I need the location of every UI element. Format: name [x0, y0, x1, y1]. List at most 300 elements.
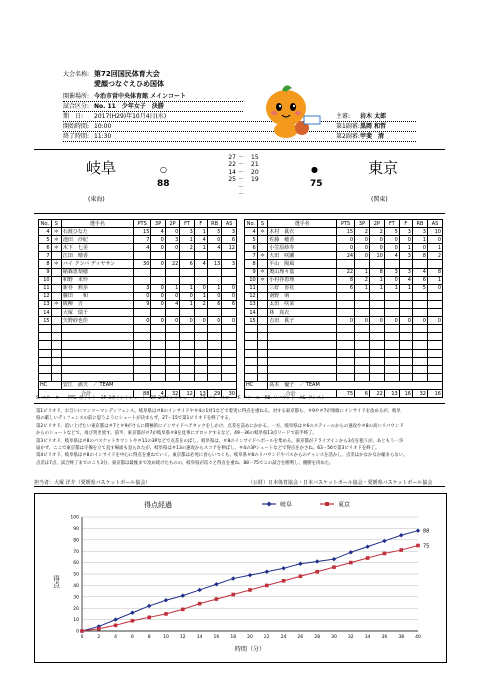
stat-cell: 0 — [222, 292, 237, 300]
stat-cell: 0 — [337, 236, 355, 244]
stat-cell: 5 — [207, 228, 222, 236]
data-point — [282, 579, 286, 583]
stat-cell — [165, 252, 179, 260]
stat-cell — [257, 284, 268, 292]
stat-cell: 1 — [194, 228, 207, 236]
stat-cell: 10 — [245, 276, 258, 284]
data-point — [299, 574, 303, 578]
player-row — [245, 268, 443, 276]
player-row — [39, 317, 237, 325]
player-row — [39, 260, 237, 268]
head-coach: 安江 満夫 ／ TEAM — [61, 381, 236, 389]
stat-cell — [194, 252, 207, 260]
x-tick-label: 4 — [114, 635, 118, 640]
commentary-line: 県の厳しいディフェンスの前に思うようにシュートが決まらず、27－15で第1ピリオドを終了する。 — [36, 416, 234, 422]
data-point — [265, 570, 269, 574]
start-label: 開始時間: — [63, 123, 90, 130]
stat-cell — [180, 268, 194, 276]
player-row — [39, 309, 237, 317]
stat-cell: 10 — [39, 276, 52, 284]
player-name: 南野 萌 — [268, 292, 337, 300]
x-tick-label: 8 — [147, 635, 151, 640]
stat-cell: 6 — [222, 300, 237, 308]
total-label: 合計 — [39, 389, 134, 397]
stat-cell: 0 — [222, 317, 237, 325]
stat-cell — [412, 309, 427, 317]
quarter-away-score: 20 — [251, 168, 259, 176]
player-name: 木下 七美 — [61, 244, 133, 252]
stat-cell: 0 — [165, 228, 179, 236]
data-point — [131, 619, 135, 623]
quarter-dash: － — [238, 154, 245, 161]
column-header: 3P — [151, 220, 165, 228]
stat-cell: 1 — [165, 284, 179, 292]
data-point — [416, 544, 420, 548]
stat-cell: 6 — [337, 284, 355, 292]
data-point — [399, 533, 403, 537]
quarter-away-score: 21 — [251, 161, 259, 169]
head-coach: 髙木 優子 ／ TEAM — [268, 381, 443, 389]
stat-cell: 0 — [133, 292, 150, 300]
stat-cell — [51, 292, 61, 300]
legend-marker — [267, 502, 272, 507]
stat-cell — [384, 309, 399, 317]
player-row — [39, 244, 237, 252]
stat-cell — [165, 268, 179, 276]
column-header: F — [194, 220, 207, 228]
stat-cell: 10 — [369, 252, 384, 260]
stat-cell: ＊ — [51, 300, 61, 308]
data-point — [164, 598, 168, 602]
y-tick-label: 60 — [73, 561, 79, 567]
stat-cell: 1 — [369, 284, 384, 292]
start-time: 10:00 — [94, 123, 112, 130]
stat-cell: 3 — [180, 228, 194, 236]
stat-cell: ＊ — [51, 260, 61, 268]
stat-cell — [180, 309, 194, 317]
stat-cell: 0 — [399, 236, 412, 244]
data-point — [147, 616, 151, 620]
score-progress-chart — [34, 493, 446, 663]
stat-cell — [384, 260, 399, 268]
stat-cell: 5 — [384, 228, 399, 236]
player-name: 藤田 和 — [61, 292, 133, 300]
column-header: FT — [180, 220, 194, 228]
data-point — [114, 624, 118, 628]
stat-cell: 2 — [369, 228, 384, 236]
x-tick-label: 40 — [415, 635, 421, 640]
stat-cell: 13 — [39, 300, 52, 308]
stat-cell: ＊ — [51, 244, 61, 252]
commentary-line: 点差は7点、試合終了までのこり3分、東京都は最後まで攻め続けたものの、岐阜県が次々と得点を重ね、88－75でこの試合を勝利し、優勝を決めた。 — [36, 460, 334, 466]
stat-cell: 12 — [245, 292, 258, 300]
total-cell: 32 — [412, 389, 427, 397]
stat-cell — [222, 252, 237, 260]
stat-cell — [151, 309, 165, 317]
x-tick-label: 6 — [130, 635, 134, 640]
hc-label: HC — [245, 381, 268, 389]
stat-cell: 6 — [207, 300, 222, 308]
commentary-line: 第2ピリオド、追い上げたい東京都は＃7と＃9がさらに積極的にインサイドへアタックをしかけ、点差を詰めにかかる。一方、岐阜県は＃6のスティールからの速攻や＃8の高いリバウンド — [36, 423, 404, 429]
x-tick-label: 10 — [163, 635, 169, 640]
date-label: 期 日: — [63, 113, 84, 120]
date: 2017(H29)年10月4日(水) — [94, 113, 167, 120]
stat-cell — [257, 300, 268, 308]
x-axis-label: 時間（分） — [234, 646, 266, 653]
y-tick-label: 0 — [76, 629, 79, 635]
player-row — [245, 317, 443, 325]
hc-label: HC — [39, 381, 62, 389]
stat-cell — [427, 300, 442, 308]
report-organization: （公財）日本体育協会・日本バスケットボール協会・愛媛県バスケットボール協会 — [248, 480, 433, 486]
stat-cell: 0 — [165, 317, 179, 325]
stat-cell: 0 — [399, 317, 412, 325]
event-name-1: 第72回国民体育大会 — [94, 70, 160, 78]
ref-1: 黒岡 和哲 — [360, 123, 387, 130]
stat-cell: 4 — [194, 260, 207, 268]
stat-cell: 4 — [133, 244, 150, 252]
home-win-marker: ○ — [160, 165, 167, 174]
stat-cell — [180, 276, 194, 284]
stat-cell — [369, 260, 384, 268]
home-region: (東海) — [88, 196, 105, 203]
player-row — [39, 276, 237, 284]
column-header: 選手名 — [268, 220, 337, 228]
stat-cell: 11 — [245, 284, 258, 292]
chart-title: 得点経過 — [144, 501, 172, 509]
y-tick-label: 80 — [73, 538, 79, 544]
stat-cell — [51, 317, 61, 325]
stat-cell: 6 — [180, 260, 194, 268]
event-name-2: 愛顔つなぐえひめ国体 — [94, 80, 164, 88]
data-point — [231, 576, 235, 580]
ref-2: 甲斐 清 — [360, 133, 385, 140]
player-name: 小笠原紗寿 — [268, 244, 337, 252]
stat-cell: 0 — [194, 317, 207, 325]
player-row — [39, 300, 237, 308]
total-label: 合計 — [245, 389, 337, 397]
stat-cell: ＊ — [257, 252, 268, 260]
column-header: RB — [207, 220, 222, 228]
data-point — [315, 559, 319, 563]
stat-cell: 0 — [165, 292, 179, 300]
stat-cell: 2 — [355, 276, 370, 284]
column-header: S — [257, 220, 268, 228]
data-point — [198, 602, 202, 606]
stat-cell: 4 — [384, 252, 399, 260]
player-row — [39, 236, 237, 244]
stat-cell — [399, 300, 412, 308]
data-point — [130, 611, 134, 615]
y-axis-label: 得点 — [52, 575, 60, 588]
x-tick-label: 22 — [263, 635, 270, 640]
data-point — [349, 550, 353, 554]
data-point — [181, 593, 185, 597]
stat-cell: 13 — [245, 300, 258, 308]
player-name: 小村谷恵理 — [268, 276, 337, 284]
stat-cell: 0 — [384, 236, 399, 244]
quarter-home-score: 14 — [228, 168, 236, 176]
data-point — [231, 593, 235, 597]
stat-cell: 1 — [427, 244, 442, 252]
stat-cell: 3 — [399, 228, 412, 236]
data-point — [197, 588, 201, 592]
stat-cell — [257, 236, 268, 244]
player-name: 阪柳 吉 — [61, 300, 133, 308]
stat-cell: 15 — [39, 317, 52, 325]
stat-cell: 7 — [245, 252, 258, 260]
x-tick-label: 32 — [347, 635, 354, 640]
stat-cell: 3 — [384, 268, 399, 276]
quarter-home-score: 22 — [228, 161, 236, 169]
stat-cell: ＊ — [257, 228, 268, 236]
quarter-away-score: 19 — [251, 176, 259, 184]
stat-cell: 9 — [245, 268, 258, 276]
stat-cell — [369, 309, 384, 317]
stat-cell: 8 — [369, 268, 384, 276]
data-point — [181, 608, 185, 612]
stat-cell: 3 — [222, 260, 237, 268]
x-tick-label: 28 — [314, 635, 321, 640]
stat-cell: 9 — [133, 300, 150, 308]
x-tick-label: 12 — [179, 635, 186, 640]
quarter-dash: － — [238, 161, 245, 169]
column-header: PTS — [337, 220, 355, 228]
stat-cell — [207, 309, 222, 317]
y-tick-label: 50 — [73, 572, 79, 578]
stat-cell — [384, 300, 399, 308]
stat-cell — [384, 292, 399, 300]
player-row — [245, 284, 443, 292]
player-row — [39, 252, 237, 260]
x-tick-label: 18 — [230, 635, 237, 640]
stat-cell: 2 — [180, 244, 194, 252]
total-cell: 22 — [369, 389, 384, 397]
stat-cell: 0 — [355, 317, 370, 325]
stat-cell: 7 — [39, 252, 52, 260]
stat-cell — [412, 300, 427, 308]
player-name: 佐藤 穂香 — [268, 236, 337, 244]
stat-cell: 11 — [39, 284, 52, 292]
column-header: No. — [39, 220, 52, 228]
player-name: 石渡ひなた — [61, 228, 133, 236]
stat-cell: 0 — [194, 284, 207, 292]
column-header: FT — [384, 220, 399, 228]
x-tick-label: 14 — [196, 635, 203, 640]
stat-cell — [207, 268, 222, 276]
stat-cell: 0 — [384, 244, 399, 252]
stat-cell — [257, 260, 268, 268]
x-tick-label: 34 — [364, 635, 371, 640]
stat-cell: 0 — [355, 244, 370, 252]
stat-cell — [151, 268, 165, 276]
x-tick-label: 30 — [331, 635, 337, 640]
stat-cell — [257, 317, 268, 325]
stat-cell: 0 — [427, 317, 442, 325]
away-lose-marker: ● — [311, 165, 318, 174]
stat-cell: 0 — [207, 236, 222, 244]
player-name: 新谷 莉歩 — [61, 284, 133, 292]
stat-cell — [257, 292, 268, 300]
total-cell: 75 — [337, 389, 355, 397]
x-tick-label: 0 — [80, 635, 84, 640]
stat-cell — [194, 276, 207, 284]
stat-cell: 0 — [369, 317, 384, 325]
player-row — [39, 284, 237, 292]
stat-cell: 1 — [180, 300, 194, 308]
stat-cell — [355, 300, 370, 308]
game-commentary — [36, 408, 444, 467]
stat-cell: 0 — [427, 236, 442, 244]
data-point — [383, 552, 387, 556]
x-tick-label: 38 — [398, 635, 405, 640]
column-header: No. — [245, 220, 258, 228]
player-row — [245, 244, 443, 252]
legend-marker — [325, 502, 329, 506]
x-tick-label: 2 — [97, 635, 101, 640]
column-header: AS — [222, 220, 237, 228]
y-tick-label: 90 — [73, 527, 79, 532]
commentary-line: 第4ピリオド、岐阜県は＃8のインサイドを中心に得点を重ねていく。東京都は必死に食らいつくも、岐阜県＃8のリバウンドやパスからのチャンスを活かし、点差はかなかなか縮まらない。 — [36, 453, 408, 459]
stat-cell: 4 — [412, 268, 427, 276]
data-point — [265, 584, 269, 588]
stat-cell: 4 — [399, 276, 412, 284]
column-header: PTS — [133, 220, 150, 228]
data-point — [80, 629, 84, 633]
stat-cell: 5 — [412, 284, 427, 292]
stat-cell: 30 — [133, 260, 150, 268]
end-value-label: 88 — [423, 528, 430, 535]
stat-cell — [369, 292, 384, 300]
column-header: AS — [427, 220, 442, 228]
player-row — [245, 236, 443, 244]
stat-cell — [165, 309, 179, 317]
stat-cell — [133, 309, 150, 317]
stat-cell: 6 — [412, 276, 427, 284]
stat-cell: ＊ — [51, 236, 61, 244]
stat-cell: 6 — [245, 244, 258, 252]
end-value-label: 75 — [423, 543, 430, 550]
away-team-name: 東京 — [368, 159, 399, 177]
player-row — [245, 252, 443, 260]
stat-cell: 3 — [222, 228, 237, 236]
stat-cell: 2 — [355, 228, 370, 236]
stat-cell — [51, 276, 61, 284]
stat-cell: 0 — [427, 284, 442, 292]
player-name: 木村 眞衣 — [268, 228, 337, 236]
stat-cell — [399, 260, 412, 268]
y-tick-label: 10 — [73, 618, 79, 624]
data-point — [248, 588, 252, 592]
stat-cell — [194, 268, 207, 276]
data-point — [248, 573, 252, 577]
stat-cell: 6 — [39, 244, 52, 252]
stat-cell: 0 — [133, 317, 150, 325]
stat-cell: 24 — [337, 252, 355, 260]
column-header: RB — [412, 220, 427, 228]
stat-cell: ＊ — [51, 228, 61, 236]
x-tick-label: 16 — [213, 635, 220, 640]
stat-cell: 0 — [151, 300, 165, 308]
venue-label: 開催場所: — [63, 93, 90, 100]
stat-cell — [427, 309, 442, 317]
total-cell: 6 — [355, 389, 370, 397]
away-region: (関東) — [371, 196, 388, 203]
stat-cell: 3 — [412, 228, 427, 236]
y-tick-label: 20 — [73, 606, 79, 612]
stat-cell — [133, 252, 150, 260]
stat-cell: 0 — [384, 276, 399, 284]
stat-cell: 0 — [165, 244, 179, 252]
stat-cell: 12 — [39, 292, 52, 300]
stat-cell — [427, 260, 442, 268]
stat-cell — [51, 284, 61, 292]
player-row — [39, 228, 237, 236]
data-point — [365, 544, 369, 548]
stat-cell: 15 — [133, 228, 150, 236]
quarter-dash: － — [238, 183, 245, 191]
stat-cell — [337, 309, 355, 317]
stat-legend: S. スターター PTS. ポイント 3P. 3ポイントシュート 2P. 2ポイントシュート FT. フリースロー F. ファール RB. リバウンド AS. アシスト — [36, 396, 326, 401]
player-name: 大田 咲蘭 — [268, 252, 337, 260]
total-cell: 16 — [399, 389, 412, 397]
stat-cell: 0 — [151, 236, 165, 244]
stat-cell — [165, 276, 179, 284]
stat-cell: 0 — [151, 292, 165, 300]
venue: 今治市営中央体育館 メインコート — [94, 93, 186, 100]
y-tick-label: 30 — [73, 595, 79, 601]
stat-cell: 14 — [245, 309, 258, 317]
data-point — [416, 528, 420, 532]
column-header: 3P — [355, 220, 370, 228]
home-team-name: 岐阜 — [86, 159, 117, 177]
data-point — [215, 597, 219, 601]
stat-cell: 4 — [245, 228, 258, 236]
stat-cell: 8 — [39, 260, 52, 268]
x-tick-label: 24 — [280, 635, 287, 640]
data-point — [281, 566, 285, 570]
total-cell: 32 — [165, 389, 179, 397]
stat-cell: 1 — [399, 284, 412, 292]
player-name: 矢野紗也佳 — [61, 317, 133, 325]
stat-cell — [222, 268, 237, 276]
stat-cell: 6 — [222, 236, 237, 244]
quarter-dash: － — [238, 191, 245, 198]
ref-2-label: 第2副審: — [336, 133, 360, 140]
stat-cell — [222, 276, 237, 284]
stat-cell: 3 — [133, 284, 150, 292]
column-header: F — [399, 220, 412, 228]
player-row — [245, 228, 443, 236]
y-tick-label: 40 — [73, 584, 79, 589]
stat-cell: 1 — [427, 276, 442, 284]
stat-cell — [337, 292, 355, 300]
stat-cell: 0 — [369, 244, 384, 252]
stat-cell — [207, 276, 222, 284]
data-point — [97, 627, 101, 631]
stat-cell — [369, 300, 384, 308]
player-row — [245, 300, 443, 308]
stat-cell: 0 — [207, 292, 222, 300]
quarter-home-score: 27 — [228, 154, 236, 161]
stat-cell: 8 — [245, 260, 258, 268]
stat-cell — [257, 309, 268, 317]
x-tick-label: 26 — [297, 635, 304, 640]
total-cell: 4 — [151, 389, 165, 397]
stat-cell — [337, 300, 355, 308]
x-tick-label: 36 — [381, 635, 388, 640]
stat-cell — [207, 252, 222, 260]
